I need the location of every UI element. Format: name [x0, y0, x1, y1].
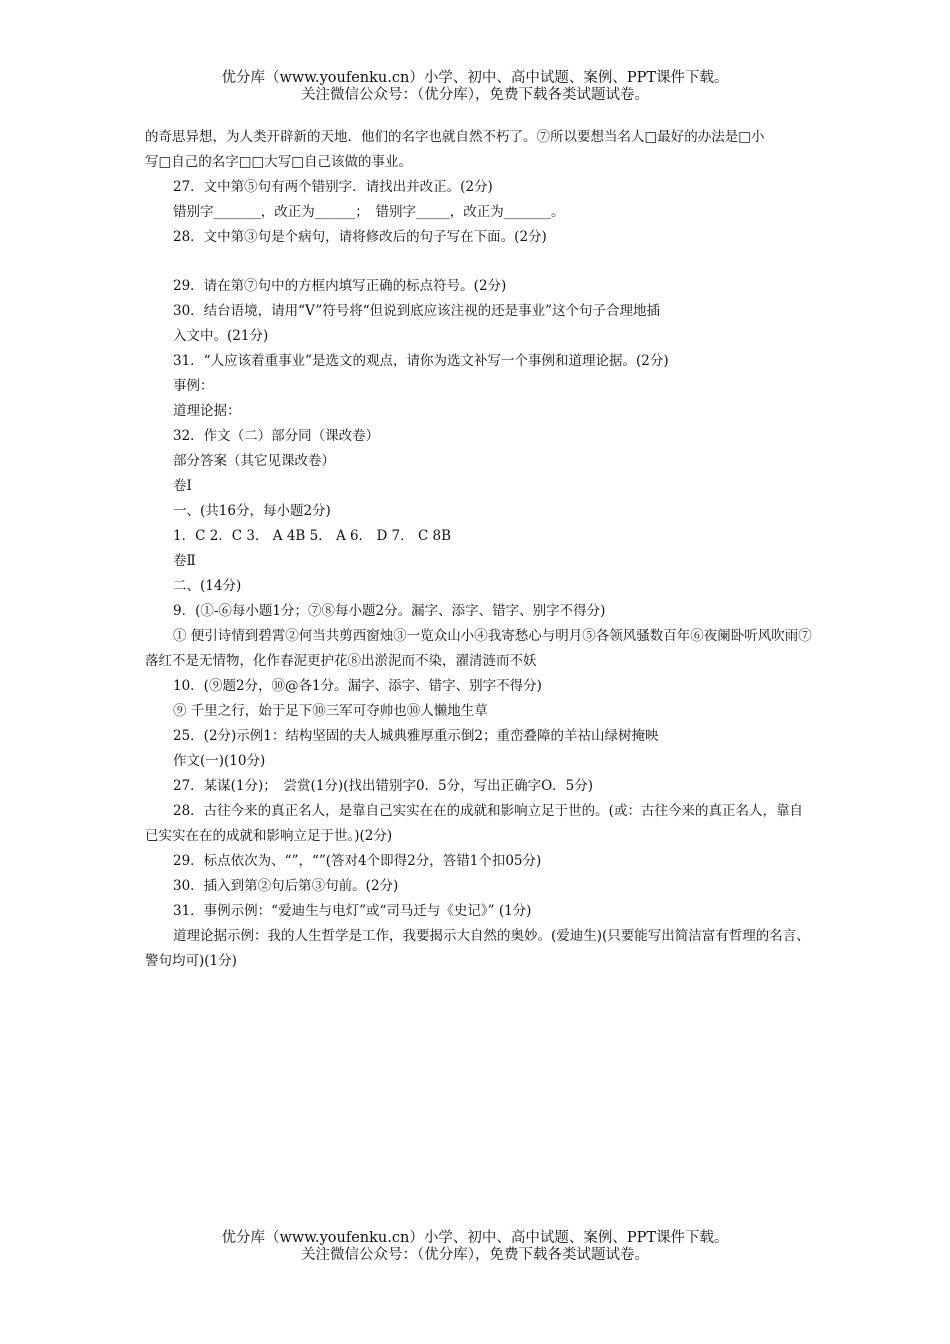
choice-answers: 1．C 2．C 3． A 4B 5． A 6． D 7． C 8B [173, 528, 452, 544]
answer-9-scoring: 9．(①-⑥每小题1分；⑦⑧每小题2分。漏字、添字、错字、别字不得分) [173, 603, 606, 619]
section-paper-2: 卷Ⅱ [173, 553, 196, 569]
question-28: 28．文中第③句是个病句，请将修改后的句子写在下面。(2分) [173, 229, 547, 245]
answer-30: 30．插入到第②句后第③句前。(2分) [173, 878, 399, 894]
answer-25: 25．(2分)示例1：结构坚固的夫人城典雅厚重示倒2；重峦叠障的羊祜山绿树掩映 [173, 728, 659, 744]
answers-heading: 部分答案（其它见课改卷） [173, 453, 335, 469]
question-27: 27．文中第⑤句有两个错别字．请找出并改正。(2分) [173, 179, 493, 195]
question-30: 30．结台语境，请用“V”符号将“但说到底应该注视的还是事业”这个句子合理地插 [173, 303, 661, 319]
question-31: 31．“人应该着重事业”是选文的观点，请你为选文补写一个事例和道理论据。(2分) [173, 353, 669, 369]
document-body [145, 125, 813, 974]
question-32: 32．作文（二）部分同（课改卷） [173, 428, 380, 444]
answer-9-text: ① 便引诗情到碧霄②何当共剪西窗烛③一览众山小④我寄愁心与明月⑤各领风骚数百年⑥夜阑卧听风吹雨⑦落红不是无情物，化作春泥更护花⑧出淤泥而不染，濯清涟而不妖 [145, 628, 812, 669]
answer-27: 27．某谋(1分)； 尝赏(1分)(找出错别字0．5分，写出正确字O．5分) [173, 778, 594, 794]
page-footer [0, 1230, 950, 1264]
question-31-argument: 道理论据： [173, 403, 241, 419]
answer-space [145, 250, 813, 274]
question-27-blanks: 错别字_______，改正为______； 错别字_____，改正为_______。 [173, 204, 565, 220]
passage-line: 的奇思异想，为人类开辟新的天地．他们的名字也就自然不朽了。⑦所以要想当名人□最好的办法是□小 [145, 129, 765, 145]
footer-site-line: 优分库（www.youfenku.cn）小学、初中、高中试题、案例、PPT课件下载。 [221, 1230, 729, 1246]
answer-31-example: 31．事例示例：“爱迪生与电灯”或“司马迁与《史记》” (1分) [173, 903, 532, 919]
answer-28: 28．古往今来的真正名人，是靠自己实实在在的成就和影响立足于世的。(或：古往今来的真正名人，靠自已实实在在的成就和影响立足于世。)(2分) [145, 803, 803, 844]
page-header [0, 70, 950, 104]
footer-wechat-line: 关注微信公众号：（优分库），免费下载各类试题试卷。 [301, 1247, 649, 1263]
answer-29: 29．标点依次为、“”，“”(答对4个即得2分，答错1个扣05分) [173, 853, 542, 869]
answer-10-text: ⑨ 千里之行，始于足下⑩三军可夺帅也⑩人懒地生草 [173, 703, 488, 719]
essay-1-heading: 作文(一)(10分) [173, 753, 266, 769]
answer-10-scoring: 10．(⑨题2分，⑩@各1分。漏字、添字、错字、别字不得分) [173, 678, 542, 694]
answer-31-argument: 道理论据示例：我的人生哲学是工作，我要揭示大自然的奥妙。(爱迪生)(只要能写出简洁富有哲理的名言、警句均可)(1分) [145, 928, 810, 969]
section-paper-1: 卷Ⅰ [173, 478, 192, 494]
question-31-example: 事例： [173, 378, 214, 394]
header-wechat-line: 关注微信公众号：（优分库），免费下载各类试题试卷。 [301, 87, 649, 103]
question-29: 29．请在第⑦句中的方框内填写正确的标点符号。(2分) [173, 278, 507, 294]
part-2-heading: 二、(14分) [173, 578, 242, 594]
passage-line: 写□自己的名字□□大写□自己该做的事业。 [145, 154, 413, 170]
question-30-cont: 入文中。(21分) [173, 328, 269, 344]
header-site-line: 优分库（www.youfenku.cn）小学、初中、高中试题、案例、PPT课件下载。 [221, 70, 729, 86]
part-1-heading: 一、(共16分，每小题2分) [173, 503, 331, 519]
